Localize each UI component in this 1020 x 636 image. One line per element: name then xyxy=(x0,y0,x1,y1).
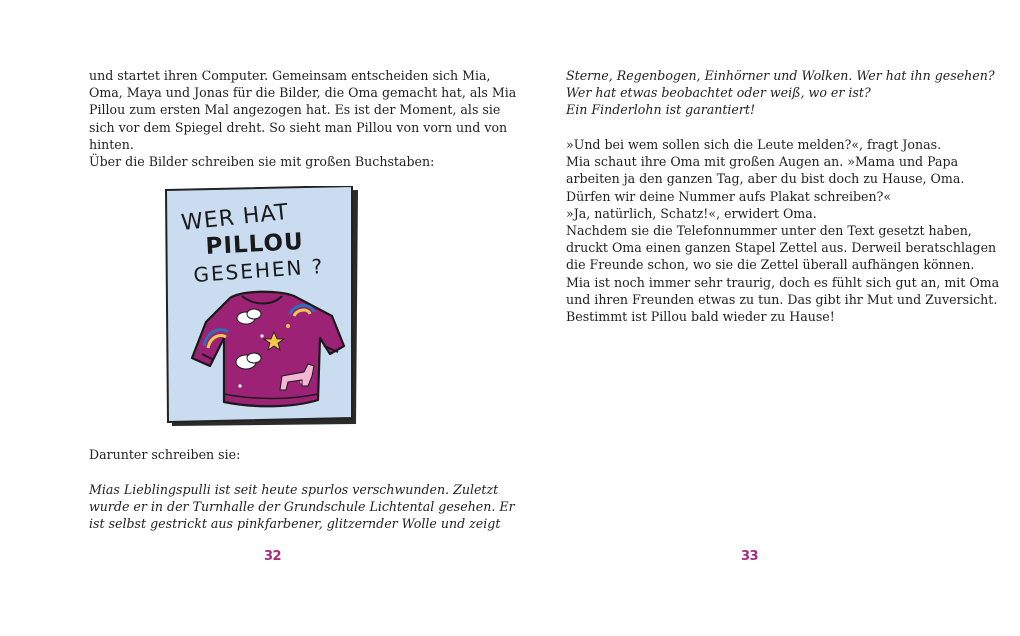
poster-headline-line-1: WER HAT xyxy=(180,199,291,236)
left-paragraph-2 xyxy=(89,446,240,463)
text-line: wurde er in der Turnhalle der Grundschule Lichtental gesehen. Er xyxy=(89,499,515,515)
right-page xyxy=(510,0,1020,636)
poster-headline-line-2: PILLOU xyxy=(204,228,305,260)
left-paragraph-3 xyxy=(89,481,515,533)
text-line: und startet ihren Computer. Gemeinsam entscheiden sich Mia, xyxy=(89,68,491,83)
text-line: Mia ist noch immer sehr traurig, doch es fühlt sich gut an, mit Oma xyxy=(566,274,1000,290)
text-line: »Ja, natürlich, Schatz!«, erwidert Oma. xyxy=(566,205,817,221)
text-line: Ein Finderlohn ist garantiert! xyxy=(566,102,756,118)
right-paragraph-1 xyxy=(566,67,995,119)
text-line: Sterne, Regenbogen, Einhörner und Wolken. Wer hat ihn gesehen? xyxy=(566,68,995,83)
text-line: die Freunde schon, wo sie die Zettel überall aufhängen können. xyxy=(566,257,975,273)
poster-illustration xyxy=(162,186,362,428)
text-line: druckt Oma einen ganzen Stapel Zettel aus. Derweil beratschlagen xyxy=(566,240,997,256)
text-line: sich vor dem Spiegel dreht. So sieht man Pillou von vorn und von xyxy=(89,119,508,135)
text-line: Oma, Maya und Jonas für die Bilder, die Oma gemacht hat, als Mia xyxy=(89,85,517,101)
text-line: und ihren Freunden etwas zu tun. Das gibt ihr Mut und Zuversicht. xyxy=(566,291,998,307)
text-line: Mia schaut ihre Oma mit großen Augen an. »Mama und Papa xyxy=(566,154,959,170)
page-number-left: 32 xyxy=(264,549,282,564)
text-line: ist selbst gestrickt aus pinkfarbener, glitzernder Wolle und zeigt xyxy=(89,516,501,532)
text-line: Über die Bilder schreiben sie mit großen Buchstaben: xyxy=(89,154,435,170)
text-line: Wer hat etwas beobachtet oder weiß, wo er ist? xyxy=(566,85,871,101)
right-paragraph-2 xyxy=(566,136,999,325)
text-line: Dürfen wir deine Nummer aufs Plakat schreiben?« xyxy=(566,188,892,204)
text-line: »Und bei wem sollen sich die Leute melden?«, fragt Jonas. xyxy=(566,137,942,152)
text-line: Pillou zum ersten Mal angezogen hat. Es ist der Moment, als sie xyxy=(89,102,501,118)
page-number-right: 33 xyxy=(741,549,759,564)
text-line: Darunter schreiben sie: xyxy=(89,447,241,462)
poster-headline-line-3: GESEHEN ? xyxy=(192,253,326,287)
text-line: Mias Lieblingspulli ist seit heute spurlos verschwunden. Zuletzt xyxy=(89,482,499,497)
text-line: Bestimmt ist Pillou bald wieder zu Hause! xyxy=(566,309,835,325)
text-line: Nachdem sie die Telefonnummer unter den Text gesetzt haben, xyxy=(566,223,972,239)
text-line: hinten. xyxy=(89,136,134,152)
left-paragraph-1 xyxy=(89,67,516,170)
text-line: arbeiten ja den ganzen Tag, aber du bist doch zu Hause, Oma. xyxy=(566,171,965,187)
